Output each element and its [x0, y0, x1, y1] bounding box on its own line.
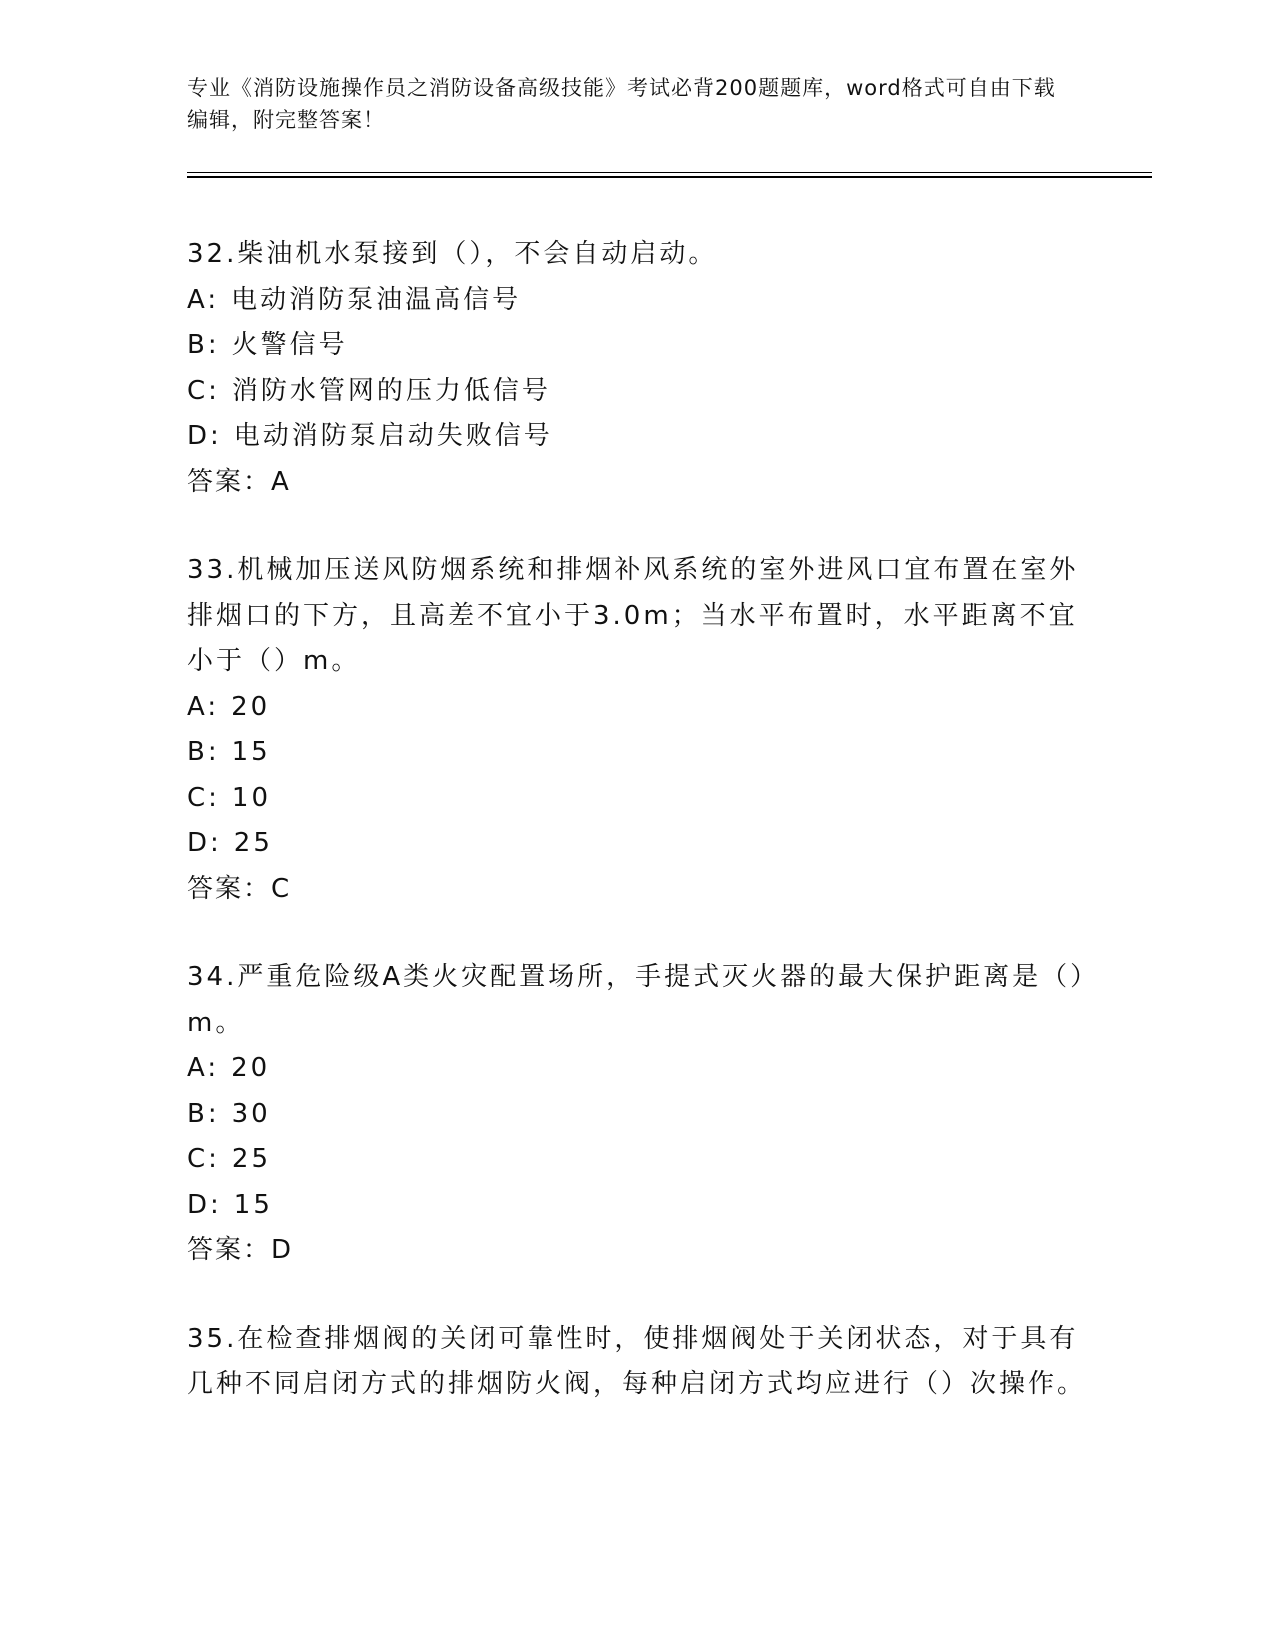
option-value: 消防水管网的压力低信号	[231, 375, 551, 406]
option-d	[187, 414, 1087, 460]
option-value: 30	[231, 1098, 271, 1129]
option-b	[187, 323, 1087, 369]
option-value: 15	[233, 1189, 273, 1220]
option-b	[187, 1092, 1087, 1138]
header-divider-thin	[187, 172, 1152, 173]
option-c	[187, 1137, 1087, 1183]
option-value: 15	[231, 737, 271, 767]
option-value: 10	[231, 782, 272, 813]
option-a	[187, 1046, 1087, 1092]
option-letter: D:	[187, 828, 222, 858]
option-d	[187, 821, 1087, 867]
document-header: 专业《消防设施操作员之消防设备高级技能》考试必背200题题库，word格式可自由下载编辑，附完整答案！	[187, 76, 1056, 132]
option-letter: D:	[187, 421, 222, 451]
option-value: 25	[231, 1144, 272, 1174]
option-letter: C:	[187, 782, 220, 813]
option-value: 20	[231, 691, 271, 722]
option-b	[187, 730, 1087, 776]
option-a	[187, 685, 1087, 731]
option-c	[187, 369, 1087, 415]
question-35	[187, 1317, 1087, 1408]
option-letter: A:	[187, 1053, 220, 1083]
option-letter: B:	[187, 330, 220, 360]
question-text: 33.机械加压送风防烟系统和排烟补风系统的室外进风口宜布置在室外排烟口的下方，且高差不宜小于3.0m；当水平布置时，水平距离不宜小于（）m。	[187, 555, 1079, 676]
answer-line: 答案：D	[187, 1235, 294, 1265]
option-letter: A:	[187, 691, 220, 722]
option-letter: B:	[187, 737, 220, 767]
option-value: 25	[233, 828, 273, 858]
question-text: 34.严重危险级A类火灾配置场所，手提式灭火器的最大保护距离是（）m。	[187, 962, 1087, 1038]
option-a	[187, 278, 1087, 324]
question-33	[187, 548, 1087, 912]
option-c	[187, 776, 1087, 822]
option-letter: D:	[187, 1189, 222, 1220]
option-value: 20	[231, 1053, 271, 1083]
option-letter: B:	[187, 1098, 220, 1129]
answer-line: 答案：A	[187, 466, 291, 497]
option-value: 电动消防泵启动失败信号	[233, 421, 553, 451]
question-34	[187, 955, 1087, 1274]
option-value: 电动消防泵油温高信号	[231, 284, 522, 315]
question-text: 35.在检查排烟阀的关闭可靠性时，使排烟阀处于关闭状态，对于具有几种不同启闭方式的排烟防火阀，每种启闭方式均应进行（）次操作。	[187, 1323, 1087, 1399]
option-d	[187, 1183, 1087, 1229]
option-letter: C:	[187, 375, 220, 406]
question-text: 32.柴油机水泵接到（），不会自动启动。	[187, 239, 718, 269]
option-value: 火警信号	[231, 330, 348, 360]
question-list	[187, 232, 1087, 1451]
option-letter: A:	[187, 284, 220, 315]
question-32	[187, 232, 1087, 505]
answer-line: 答案：C	[187, 873, 292, 904]
header-divider-thick	[187, 176, 1152, 178]
option-letter: C:	[187, 1144, 220, 1174]
